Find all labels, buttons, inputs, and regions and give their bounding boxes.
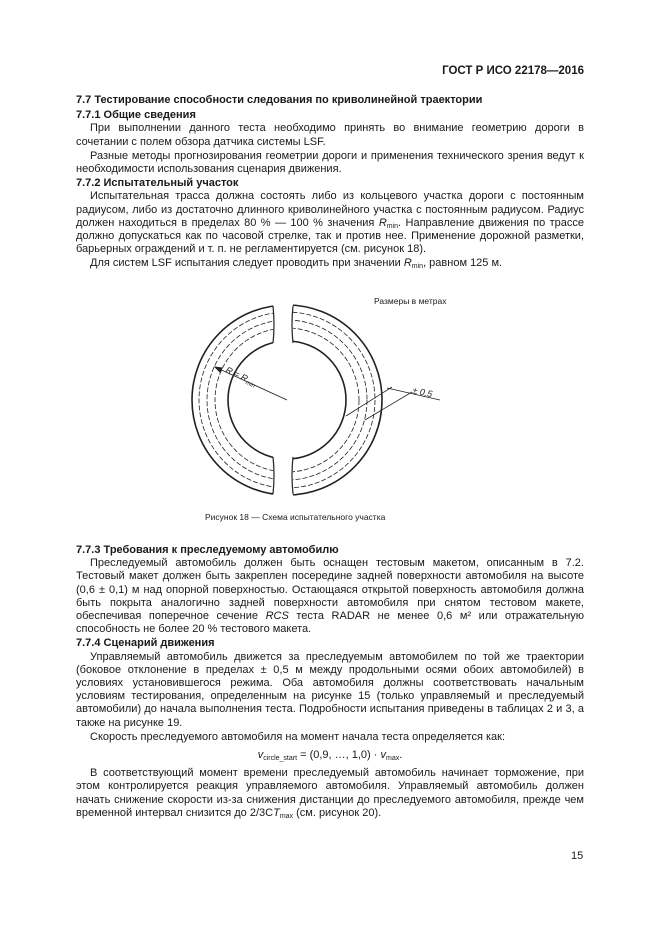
heading-7-7-2: 7.7.2 Испытательный участок [76,177,239,190]
heading-7-7-1: 7.7.1 Общие сведения [76,109,196,122]
paragraph: Управляемый автомобиль движется за преследуемым автомобилем по той же траектории (боковое отклонение в пределах ± 0,5 м между продольными осями обоих автомобилей) в условиях установившегося режима. Оба автомобиля должны соответствовать начальным условиям тестирования, определенным на рисунке 15 (только управляемый и преследуемый автомобили) до начала выполнения теста. Подробности испытания приведены в таблицах 2 и 3, а также на рисунке 19. [76,650,584,729]
dimensions-note: Размеры в метрах [374,296,447,306]
radius-label: $R = R_{min}$ [224,364,256,390]
heading-7-7-4: 7.7.4 Сценарий движения [76,637,215,650]
document-header: ГОСТ Р ИСО 22178—2016 [442,65,584,77]
paragraph: Разные методы прогнозирования геометрии дороги и применения технического зрения ведут к необходимости использования сценария движения. [76,149,584,176]
tolerance-label: ± 0,5 [411,385,434,400]
speed-formula: $v_{circle\_start} = (0,9$, …, $1,0) \cdot v_{max}$. [257,749,403,763]
paragraph: Для систем LSF испытания следует проводить при значении $R_{min}$, равном 125 м. [90,257,503,271]
section-7-7-3 [76,544,584,821]
figure-caption: Рисунок 18 — Схема испытательного участка [205,512,386,522]
paragraph: Скорость преследуемого автомобиля на момент начала теста определяется как: [90,730,506,743]
test-track-figure [180,295,460,505]
paragraph: При выполнении данного теста необходимо принять во внимание геометрию дороги в сочетании с полем обзора датчика системы LSF. [76,122,584,148]
page-number: 15 [571,850,584,862]
section-7-7 [76,94,584,272]
paragraph: Испытательная трасса должна состоять либо из кольцевого участка дороги с постоянным радиусом, либо из достаточно длинного криволинейного участка с постоянным радиусом. Радиус должен находиться в пределах 80 % — 100 % значения $R_{min}$. Направление движения по трассе должно допускаться как по часовой стрелке, так и против нее. Применение дорожной разметки, барьерных ограждений и т. п. не регламентируется (см. рисунок 18). [76,190,584,256]
paragraph: В соответствующий момент времени преследуемый автомобиль начинает торможение, при этом контролируется реакция управляемого автомобиля. Управляемый автомобиль должен начать снижение скорости из-за снижения дистанции до преследуемого автомобиля, прежде чем временной интервал снизится до $2/3CT_{max}$ (см. рисунок 20). [76,767,584,820]
paragraph: Преследуемый автомобиль должен быть оснащен тестовым макетом, описанным в 7.2. Тестовый макет должен быть закреплен посередине задней поверхности автомобиля на высоте (0,6 ± 0,1) м над опорной поверхностью. Остающаяся открытой поверхность автомобиля должна быть покрыта аналогично задней поверхности автомобиля при снятом тестовом макете, обеспечивая поперечное сечение RCS теста RADAR не менее 0,6 м² или отражательную способность не более 20 % тестового макета. [76,557,584,636]
heading-7-7: 7.7 Тестирование способности следования по криволинейной траектории [76,94,483,106]
heading-7-7-3: 7.7.3 Требования к преследуемому автомобилю [76,544,339,556]
